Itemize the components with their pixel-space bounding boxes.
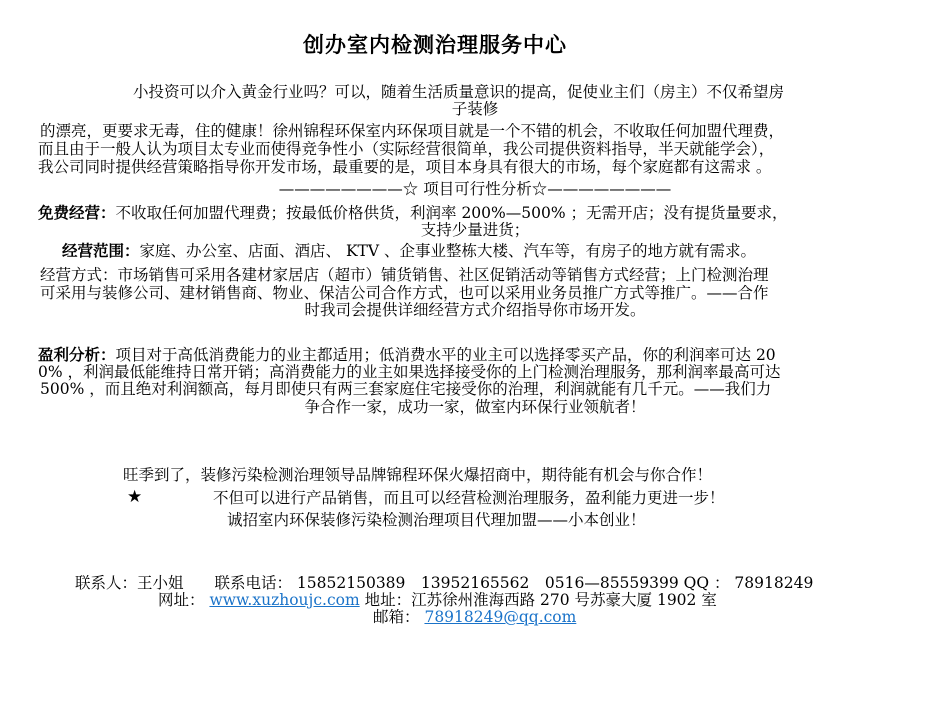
email-label: 邮箱： (373, 608, 420, 626)
scope-text: 家庭、办公室、店面、酒店、 KTV 、企事业整栋大楼、汽车等，有房子的地方就有需求。 (139, 242, 756, 260)
free-label: 免费经营： (38, 204, 116, 222)
profit-label: 盈利分析： (38, 346, 116, 364)
profit-line-2: 0% ，利润最低能维持日常开销；高消费能力的业主如果选择接受你的上门检测治理服务，那利润率最高可达 (38, 363, 781, 381)
page-title: 创办室内检测治理服务中心 (303, 33, 567, 57)
profit-line-4: 争合作一家，成功一家，做室内环保行业领航者！ (304, 398, 646, 416)
profit-line-3: 500% ，而且绝对利润额高，每月即使只有两三套家庭住宅接受你的治理，利润就能有几千元。——我们力 (40, 380, 772, 398)
intro-line-3: 的漂亮，更要求无毒，住的健康！徐州锦程环保室内环保项目就是一个不错的机会，不收取任何加盟代理费， (40, 122, 785, 140)
method-line-2: 可采用与装修公司、建材销售商、物业、保洁公司合作方式，也可以采用业务员推广方式等推广。——合作 (40, 284, 769, 302)
free-line-2: 支持少量进货； (420, 221, 530, 239)
method-line-3: 时我司会提供详细经营方式介绍指导你市场开发。 (304, 301, 646, 319)
intro-line-2: 子装修 (451, 100, 499, 118)
email-link[interactable]: 78918249@qq.com (424, 608, 577, 626)
free-text-1: 不收取任何加盟代理费；按最低价格供货，利润率 200%—500% ；无需开店；没有提货量要求， (115, 204, 788, 222)
star-icon: ★ (127, 487, 143, 507)
intro-line-1: 小投资可以介入黄金行业吗？可以，随着生活质量意识的提高，促使业主们（房主）不仅希望房 (133, 83, 785, 101)
profit-line-1 (38, 346, 776, 364)
free-line-1 (38, 204, 788, 222)
scope-line (62, 242, 756, 260)
method-line-1: 经营方式：市场销售可采用各建材家居店（超市）铺货销售、社区促销活动等销售方式经营；上门检测治理 (40, 266, 769, 284)
email-line (373, 608, 576, 626)
website-label: 网址： (158, 591, 205, 609)
contact-line: 联系人：王小姐 联系电话： 15852150389 13952165562 0516—85559399 QQ ： 78918249 (75, 574, 814, 592)
promo-line-1: 旺季到了，装修污染检测治理领导品牌锦程环保火爆招商中，期待能有机会与你合作！ (123, 466, 713, 484)
promo-line-3: 诚招室内环保装修污染检测治理项目代理加盟——小本创业！ (227, 511, 646, 529)
intro-line-4: 而且由于一般人认为项目太专业而使得竞争性小（实际经营很简单，我公司提供资料指导，半天就能学会）， (38, 140, 775, 158)
profit-text-1: 项目对于高低消费能力的业主都适用；低消费水平的业主可以选择零买产品，你的利润率可达 20 (115, 346, 776, 364)
promo-line-2: 不但可以进行产品销售，而且可以经营检测治理服务，盈利能力更进一步！ (213, 489, 725, 507)
website-link[interactable]: www.xuzhoujc.com (209, 591, 360, 609)
scope-label: 经营范围： (62, 242, 140, 260)
section-divider: ————————☆ 项目可行性分析☆———————— (278, 180, 672, 198)
website-line (158, 591, 717, 609)
intro-line-5: 我公司同时提供经营策略指导你开发市场，最重要的是，项目本身具有很大的市场，每个家庭都有这需求 。 (38, 158, 772, 176)
address-text: 地址：江苏徐州淮海西路 270 号苏豪大厦 1902 室 (364, 591, 717, 609)
